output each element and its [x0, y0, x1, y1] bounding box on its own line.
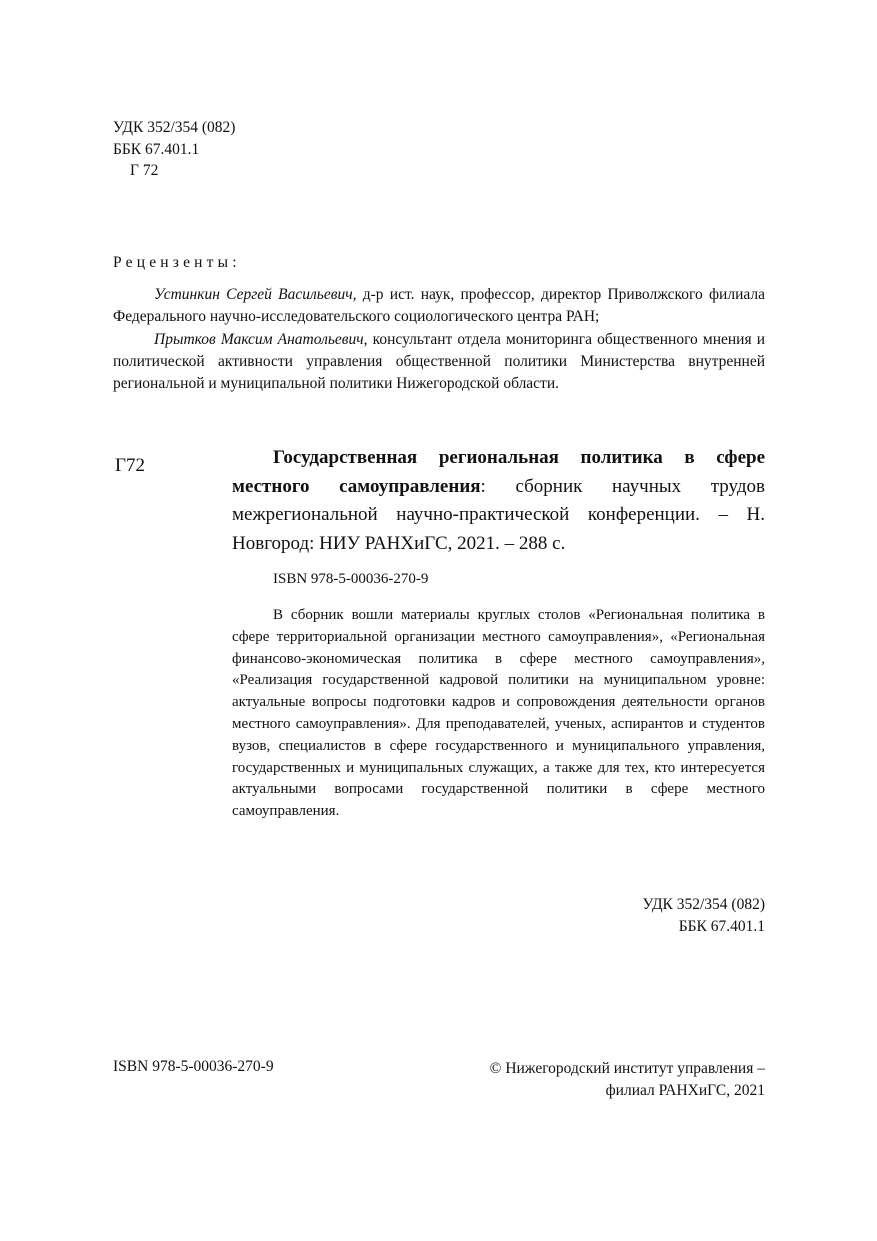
copyright-line: филиал РАНХиГС, 2021 [605, 1082, 765, 1099]
copyright [440, 1058, 765, 1102]
bbk-code: ББК 67.401.1 [678, 917, 765, 935]
reviewers-list [113, 284, 765, 395]
reviewer-name: Устинкин Сергей Васильевич, [154, 286, 357, 303]
isbn-record: ISBN 978-5-00036-270-9 [273, 571, 429, 587]
book-title: Государственная региональная политика в сфере местного самоуправления [232, 447, 765, 497]
reviewers-label: Рецензенты: [113, 254, 241, 271]
reviewer-name: Прытков Максим Анатольевич, [154, 330, 368, 348]
classification-codes-top [113, 117, 235, 182]
bbk-code: ББК 67.401.1 [113, 140, 200, 158]
udk-code: УДК 352/354 (082) [113, 119, 236, 136]
reviewer-entry [113, 284, 765, 329]
reviewer-entry [113, 329, 765, 396]
book-description: : сборник научных трудов межрегиональной научно-практической конференции. – Н. Новгород: НИУ РАНХиГС, 2021. – 288 с. [232, 475, 765, 554]
reviewer-details: д-р ист. наук, профессор, директор Приволжского филиала Федерального научно-исследовательского социологического центра РАН; [113, 286, 765, 326]
isbn-footer: ISBN 978-5-00036-270-9 [113, 1058, 274, 1075]
udk-code: УДК 352/354 (082) [642, 896, 765, 913]
catalog-code: Г72 [115, 455, 145, 476]
classification-codes-bottom [565, 894, 765, 937]
annotation-text: В сборник вошли материалы круглых столов «Региональная политика в сфере территориальной организации местного самоуправления», «Региональная финансово-экономическая политика в сфере местного самоуправления», «Реализация государственной кадровой политики на муниципальном уровне: актуальные вопросы подготовки кадров и сопровождения деятельности органов местного самоуправления». Для преподавателей, ученых, аспирантов и студентов вузов, специалистов в сфере государственного и муниципального управления, государственных и муниципальных служащих, а также для тех, кто интересуется актуальными вопросами государственной политики в сфере местного самоуправления. [232, 607, 765, 820]
annotation [232, 605, 765, 823]
reviewer-details: консультант отдела мониторинга общественного мнения и политической активности управления общественной политики Министерства внутренней региональной и муниципальной политики Нижегородской области. [113, 330, 765, 393]
bibliographic-record [232, 444, 765, 558]
author-sign: Г 72 [130, 162, 159, 179]
copyright-line: © Нижегородский институт управления – [489, 1060, 765, 1077]
